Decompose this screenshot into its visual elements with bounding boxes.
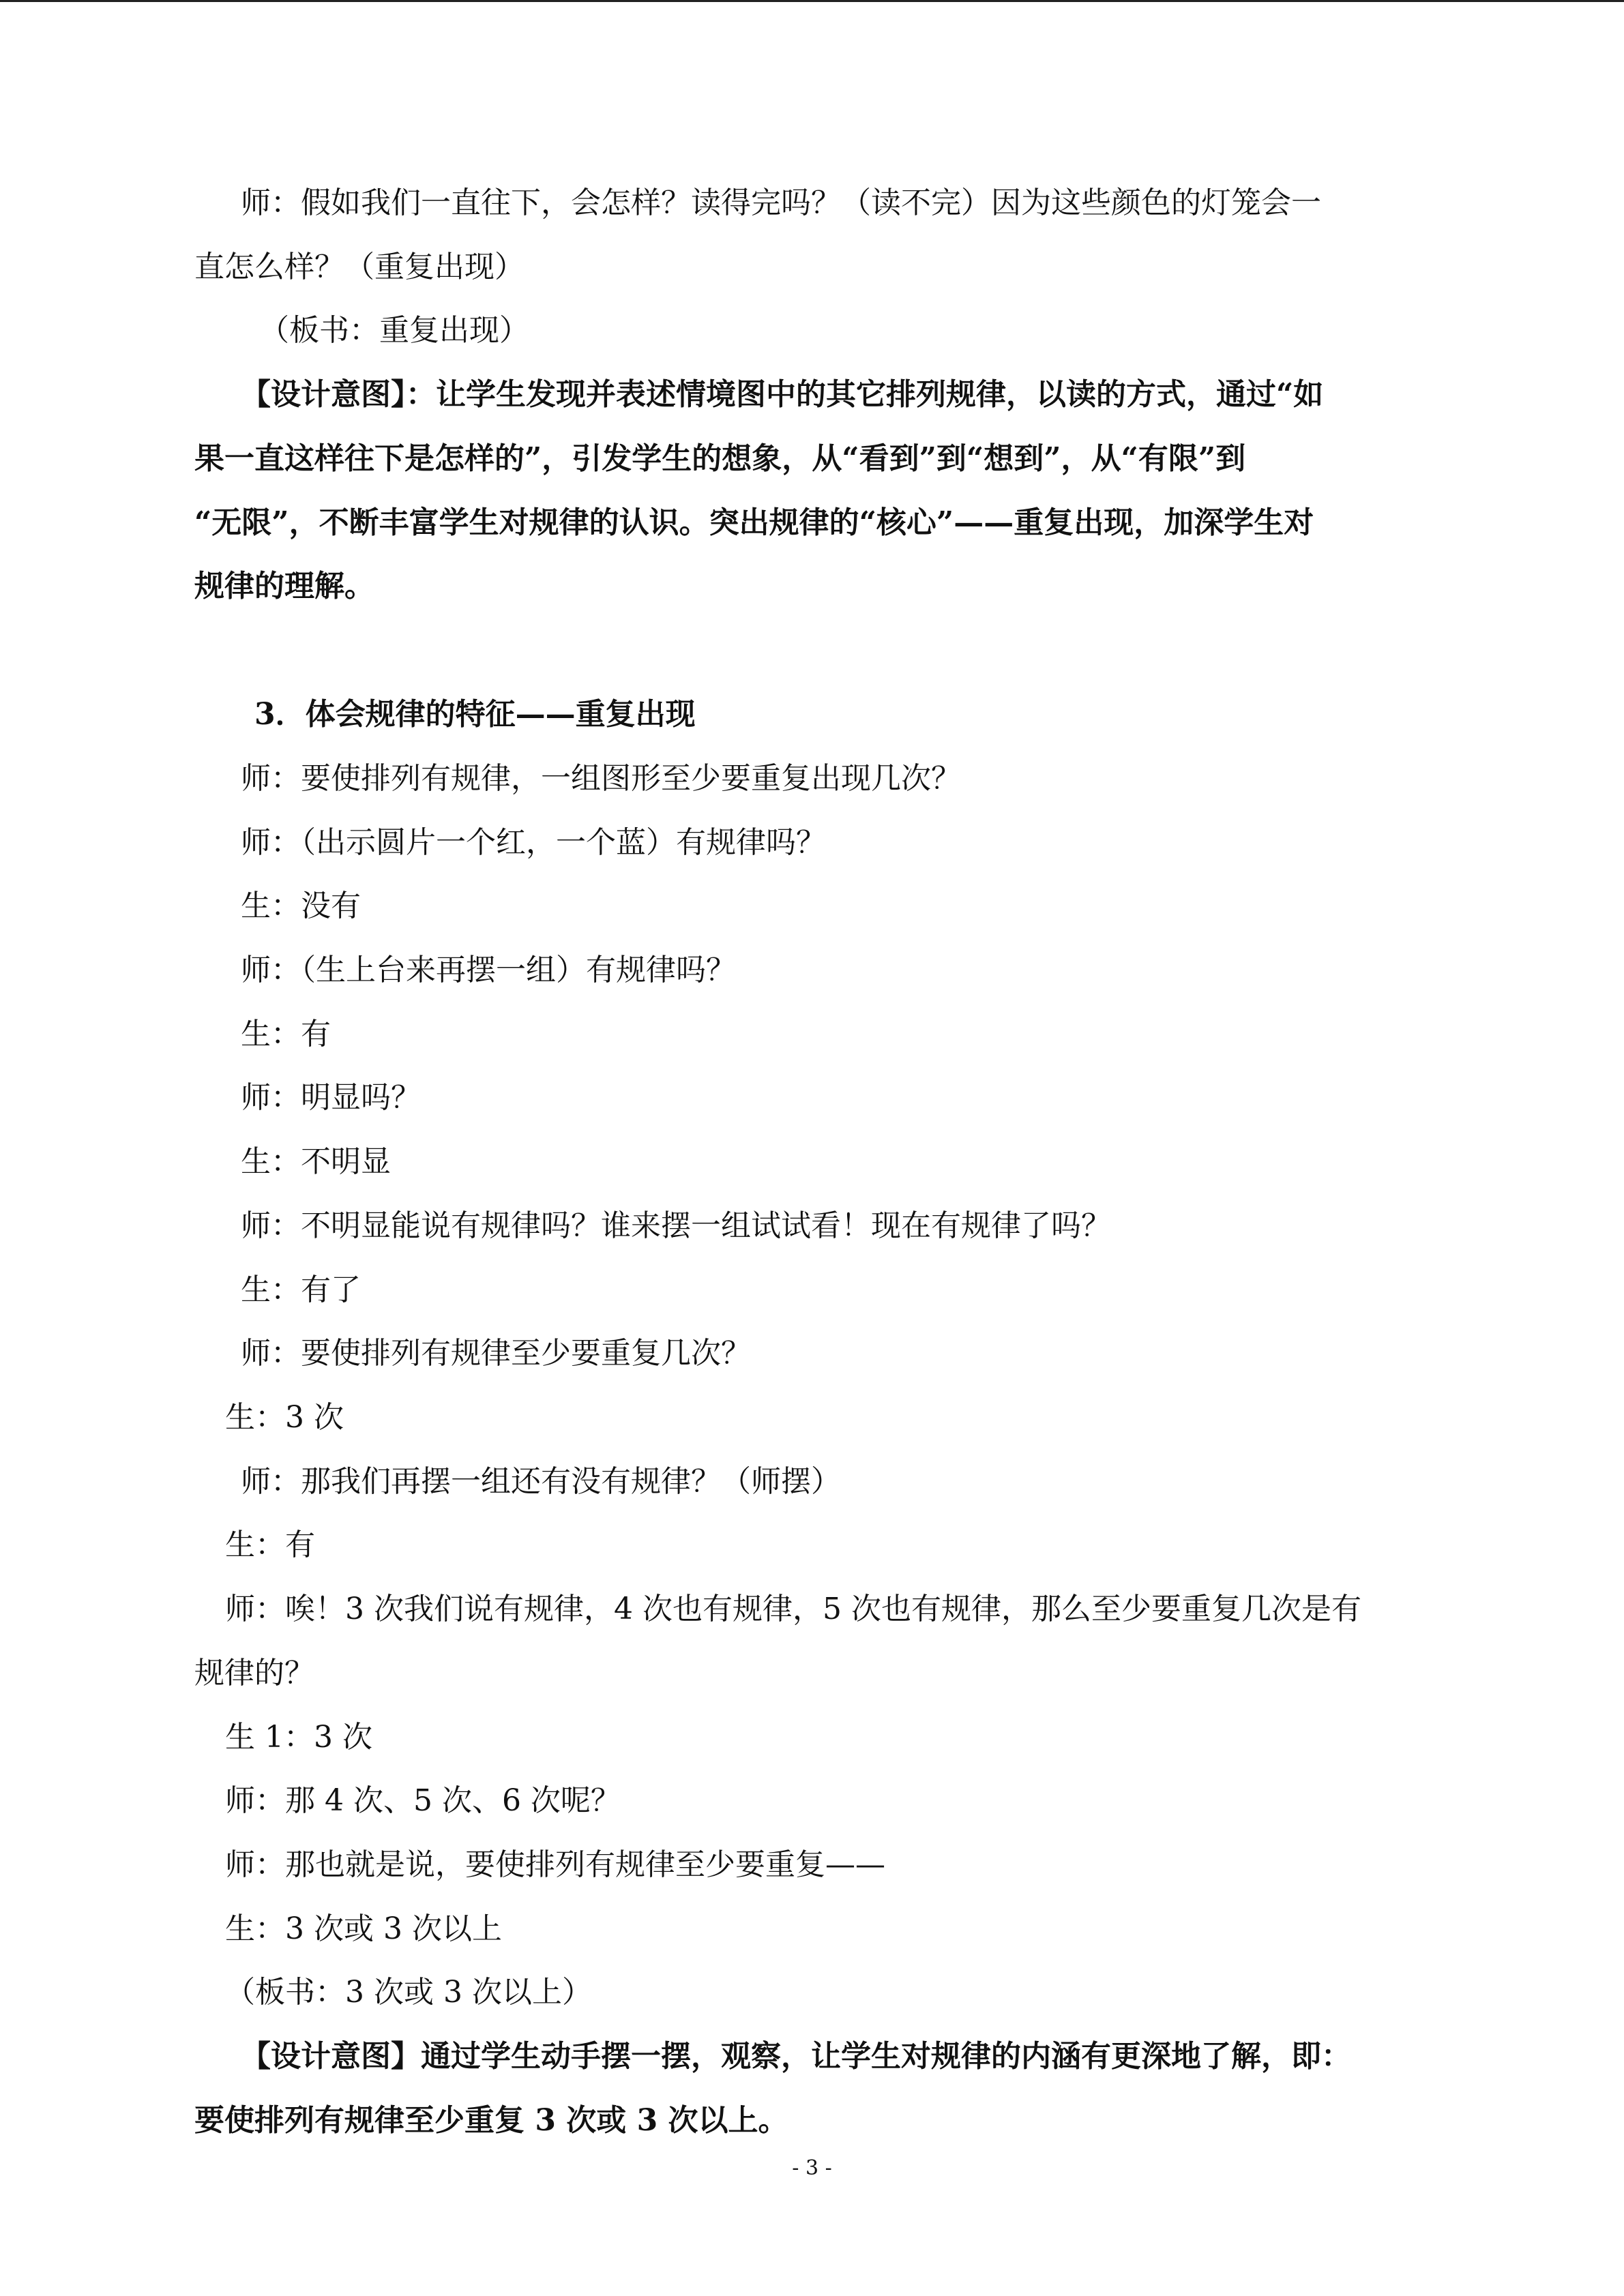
dialogue-line-9: 生：有了 <box>241 1272 361 1307</box>
section-heading-3: 3．体会规律的特征——重复出现 <box>254 697 696 732</box>
paragraph-teacher-question-line-1: 师：假如我们一直往下，会怎样？读得完吗？（读不完）因为这些颜色的灯笼会一 <box>241 185 1321 220</box>
dialogue-line-2: 师：（出示圆片一个红，一个蓝）有规律吗？ <box>241 825 826 860</box>
dialogue-line-4: 师：（生上台来再摆一组）有规律吗？ <box>241 953 736 987</box>
design-intent-1-line-2: 果一直这样往下是怎样的”，引发学生的想象，从“看到”到“想到”，从“有限”到 <box>194 441 1246 476</box>
dialogue-line-7: 生：不明显 <box>241 1144 391 1179</box>
dialogue-line-13: 生：有 <box>225 1527 315 1562</box>
dialogue-line-1: 师：要使排列有规律，一组图形至少要重复出现几次？ <box>241 761 961 796</box>
dialogue-line-8: 师：不明显能说有规律吗？谁来摆一组试试看！现在有规律了吗？ <box>241 1208 1111 1243</box>
dialogue-line-18: 师：那也就是说，要使排列有规律至少要重复—— <box>225 1847 885 1882</box>
page-top-border <box>0 0 1624 2</box>
design-intent-2-line-2: 要使排列有规律至少重复 3 次或 3 次以上。 <box>194 2103 788 2138</box>
design-intent-1-line-3: “无限”，不断丰富学生对规律的认识。突出规律的“核心”——重复出现，加深学生对 <box>194 505 1314 540</box>
dialogue-line-15: 规律的？ <box>194 1656 314 1690</box>
design-intent-1-line-4: 规律的理解。 <box>194 569 374 603</box>
board-note-repeat: （板书：重复出现） <box>259 313 529 348</box>
dialogue-line-11: 生：3 次 <box>225 1400 344 1435</box>
dialogue-line-10: 师：要使排列有规律至少要重复几次？ <box>241 1336 751 1371</box>
dialogue-line-5: 生：有 <box>241 1017 331 1052</box>
design-intent-2-line-1: 【设计意图】通过学生动手摆一摆，观察，让学生对规律的内涵有更深地了解，即： <box>241 2039 1351 2074</box>
page-number: - 3 - <box>792 2156 832 2180</box>
dialogue-line-12: 师：那我们再摆一组还有没有规律？（师摆） <box>241 1464 841 1499</box>
dialogue-line-17: 师：那 4 次、5 次、6 次呢？ <box>225 1783 621 1818</box>
dialogue-line-14: 师：唉！3 次我们说有规律，4 次也有规律，5 次也有规律，那么至少要重复几次是有 <box>225 1592 1361 1626</box>
dialogue-line-16: 生 1：3 次 <box>225 1720 372 1755</box>
dialogue-line-19: 生：3 次或 3 次以上 <box>225 1911 502 1946</box>
dialogue-line-6: 师：明显吗？ <box>241 1080 421 1115</box>
paragraph-teacher-question-line-2: 直怎么样？（重复出现） <box>194 250 525 284</box>
board-note-three-times: （板书：3 次或 3 次以上） <box>225 1975 592 2010</box>
design-intent-1-line-1: 【设计意图】：让学生发现并表述情境图中的其它排列规律，以读的方式，通过“如 <box>241 377 1324 412</box>
dialogue-line-3: 生：没有 <box>241 889 361 923</box>
